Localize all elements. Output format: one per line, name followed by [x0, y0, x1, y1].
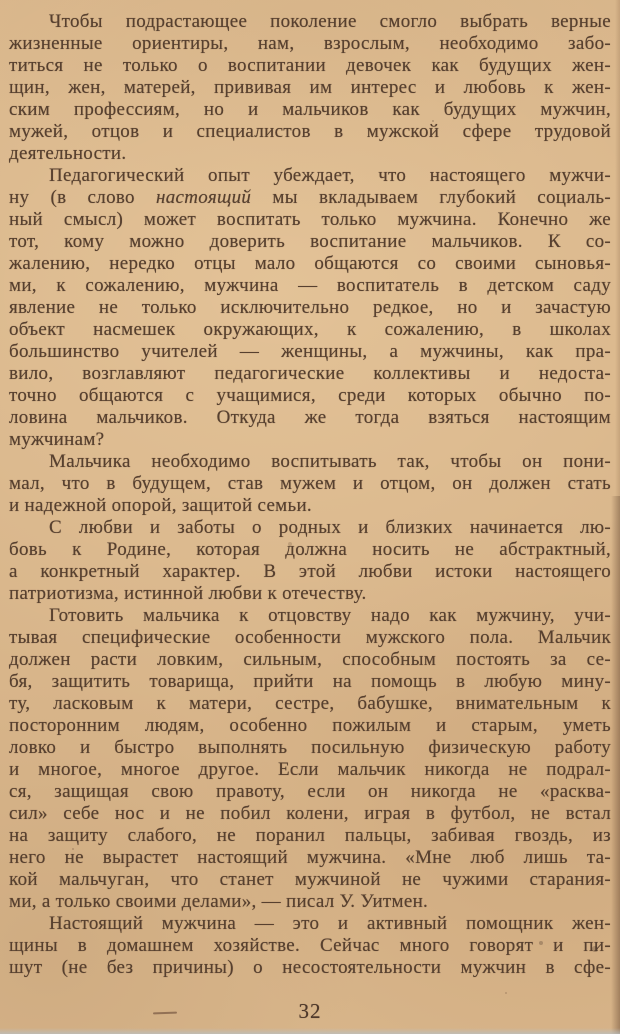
scan-speckles [0, 0, 2, 2]
text-line: посторонним людям, особенно пожилым и старым, уметь [9, 715, 611, 736]
text-line: ся, защищая свою правоту, если он никогда не «расква- [9, 781, 611, 802]
text-line: и многое, многое другое. Если мальчик никогда не подрал- [9, 759, 611, 780]
text-line: щины в домашнем хозяйстве. Сейчас много говорят и пи- [9, 935, 611, 956]
text-line: сил» себе нос и не побил колени, играя в футбол, не встал [9, 803, 611, 824]
text-line: Чтобы подрастающее поколение смогло выбрать верные [49, 11, 611, 32]
text-line: бовь к Родине, которая должна носить не абстрактный, [9, 539, 611, 560]
text-line: шут (не без причины) о несостоятельности мужчин в сфе- [9, 957, 611, 978]
text-line: ми, к сожалению, мужчина — воспитатель в детском саду [9, 275, 611, 296]
text-line: него не вырастет настоящий мужчина. «Мне люб лишь та- [9, 847, 611, 868]
text-line: объект насмешек окружающих, к сожалению, в школах [9, 319, 611, 340]
text-line: должен расти ловким, сильным, способным постоять за се- [9, 649, 611, 670]
text-line: ловина мальчиков. Откуда же тогда взяться настоящим [9, 407, 611, 428]
text-line: тот, кому можно доверить воспитание мальчиков. К со- [9, 231, 611, 252]
page-edge-shadow-upper [615, 0, 620, 496]
text-line: бя, защитить товарища, прийти на помощь в любую мину- [9, 671, 611, 692]
text-line: мал, что в будущем, став мужем и отцом, он должен стать [9, 473, 611, 494]
text-line: и надежной опорой, защитой семьи. [9, 495, 312, 516]
text-line: щин, жен, матерей, прививая им интерес и любовь к жен- [9, 77, 611, 98]
page-number: 32 [298, 999, 322, 1023]
paragraph [9, 913, 611, 979]
text-line: ловко и быстро выполнять посильную физическую работу [9, 737, 611, 758]
text-line: Педагогический опыт убеждает, что настоящего мужчи- [49, 165, 611, 186]
text-line: явление не только исключительно редкое, но и зачастую [9, 297, 611, 318]
scan-bottom-edge [0, 1028, 620, 1034]
text-line: Мальчика необходимо воспитывать так, чтобы он пони- [49, 451, 611, 472]
text-line: тывая специфические особенности мужского пола. Мальчик [9, 627, 611, 648]
paragraph [9, 451, 611, 517]
paragraph [9, 517, 611, 605]
text-line: точно общаются с учащимися, среди которых обычно по- [9, 385, 611, 406]
page-edge-shadow [611, 496, 620, 1034]
text-line: мужчинам? [9, 429, 105, 450]
text-line: а конкретный характер. В этой любви истоки настоящего [9, 561, 611, 582]
text-line: деятельности. [9, 143, 127, 164]
text-line: вило, возглавляют педагогические коллективы и недоста- [9, 363, 611, 384]
text-line: Настоящий мужчина — это и активный помощник жен- [49, 913, 611, 934]
text-line: мужей, отцов и специалистов в мужской сфере трудовой [9, 121, 611, 142]
page-text [9, 11, 611, 979]
text-line: титься не только о воспитании девочек как будущих жен- [9, 55, 611, 76]
text-line: С любви и заботы о родных и близких начинается лю- [49, 517, 611, 538]
text-line: ный смысл) может воспитать только мужчина. Конечно же [9, 209, 611, 230]
text-line: на защиту слабого, не поранил пальцы, забивая гвоздь, из [9, 825, 611, 846]
text-line: ту, ласковым к матери, сестре, бабушке, внимательным к [9, 693, 611, 714]
text-line: патриотизма, истинной любви к отечеству. [9, 583, 367, 604]
text-line: Готовить мальчика к отцовству надо как мужчину, учи- [49, 605, 611, 626]
text-line: жизненные ориентиры, нам, взрослым, необходимо забо- [9, 33, 611, 54]
paragraph [9, 605, 611, 913]
text-line: большинство учителей — женщины, а мужчины, как пра- [9, 341, 611, 362]
text-line: ми, а только своими делами», — писал У. Уитмен. [9, 891, 429, 912]
text-line: ну (в слово настоящий мы вкладываем глубокий социаль- [9, 187, 611, 208]
text-line: кой мальчуган, что станет мужчиной не чужими старания- [9, 869, 611, 890]
paragraph [9, 165, 611, 451]
text-line: ским профессиям, но и мальчиков как будущих мужчин, [9, 99, 611, 120]
paragraph [9, 11, 611, 165]
text-line: жалению, нередко отцы мало общаются со своими сыновья- [9, 253, 611, 274]
